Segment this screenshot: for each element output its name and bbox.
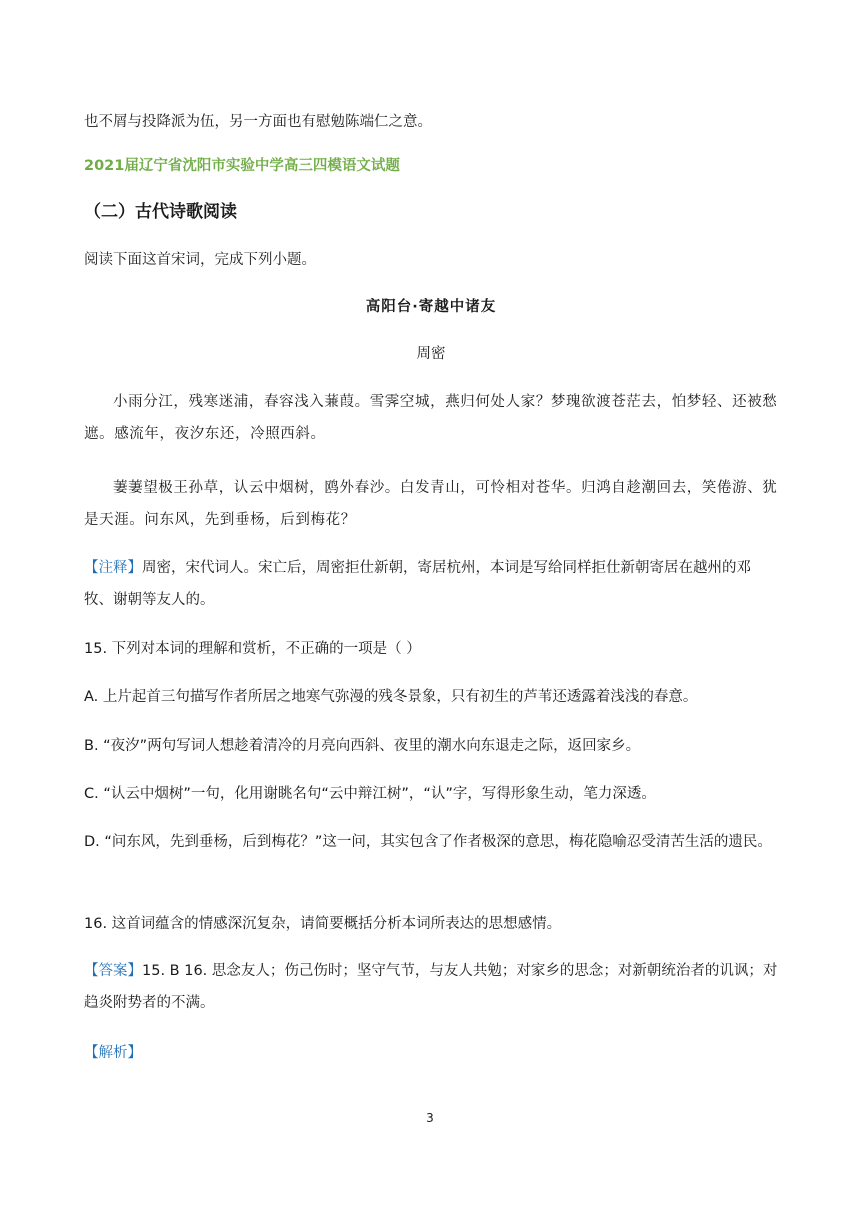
note-text: 周密，宋代词人。宋亡后，周密拒仕新朝，寄居杭州，本词是写给同样拒仕新朝寄居在越州的邓牧、谢朝等友人的。 (84, 560, 751, 608)
question-15-stem: 15. 下列对本词的理解和赏析，不正确的一项是（ ） (84, 641, 421, 657)
poem-stanza-1: 小雨分江，残寒迷浦，春容浅入蒹葭。雪霁空城，燕归何处人家？梦瑰欲渡苍茫去，怕梦轻、还被愁遮。感流年，夜汐东还，冷照西斜。 (84, 394, 778, 442)
poem-stanza-2: 萋萋望极王孙草，认云中烟树，鸥外春沙。白发青山，可怜相对苍华。归鸿自趁潮回去，笑倦游、犹是天涯。问东风，先到垂杨，后到梅花？ (84, 480, 778, 528)
section-heading: （二）古代诗歌阅读 (84, 202, 237, 222)
question-15-option-c: C. “认云中烟树”一句，化用谢眺名句“云中辩江树”，“认”字，写得形象生动，笔力深透。 (84, 786, 656, 802)
poem-author: 周密 (416, 346, 446, 362)
page-number: 3 (426, 1111, 434, 1125)
question-16-stem: 16. 这首词蕴含的情感深沉复杂，请简要概括分析本词所表达的思想感情。 (84, 916, 562, 932)
instruction-text: 阅读下面这首宋词，完成下列小题。 (84, 252, 316, 268)
answer-text: 15. B 16. 思念友人；伤己伤时；坚守气节，与友人共勉；对家乡的思念；对新朝统治者的讥讽；对趋炎附势者的不满。 (84, 963, 778, 1011)
intro-tail-paragraph: 也不屑与投降派为伍，另一方面也有慰勉陈端仁之意。 (84, 114, 432, 130)
question-15-option-a: A. 上片起首三句描写作者所居之地寒气弥漫的残冬景象，只有初生的芦苇还透露着浅浅的春意。 (84, 689, 698, 705)
question-15-option-d: D. “问东风，先到垂杨，后到梅花？”这一问，其实包含了作者极深的意思，梅花隐喻忍受清苦生活的遗民。 (84, 834, 772, 850)
answer-paragraph (84, 955, 778, 1019)
exam-title: 2021届辽宁省沈阳市实验中学高三四模语文试题 (84, 158, 400, 174)
answer-tag: 【答案】 (84, 963, 142, 979)
poem-title: 高阳台·寄越中诸友 (365, 299, 497, 315)
note-paragraph (84, 552, 778, 616)
question-15-option-b: B. “夜汐”两句写词人想趁着清冷的月亮向西斜、夜里的潮水向东退走之际，返回家乡。 (84, 738, 641, 754)
note-tag: 【注释】 (84, 560, 142, 576)
analysis-tag: 【解析】 (84, 1045, 142, 1061)
